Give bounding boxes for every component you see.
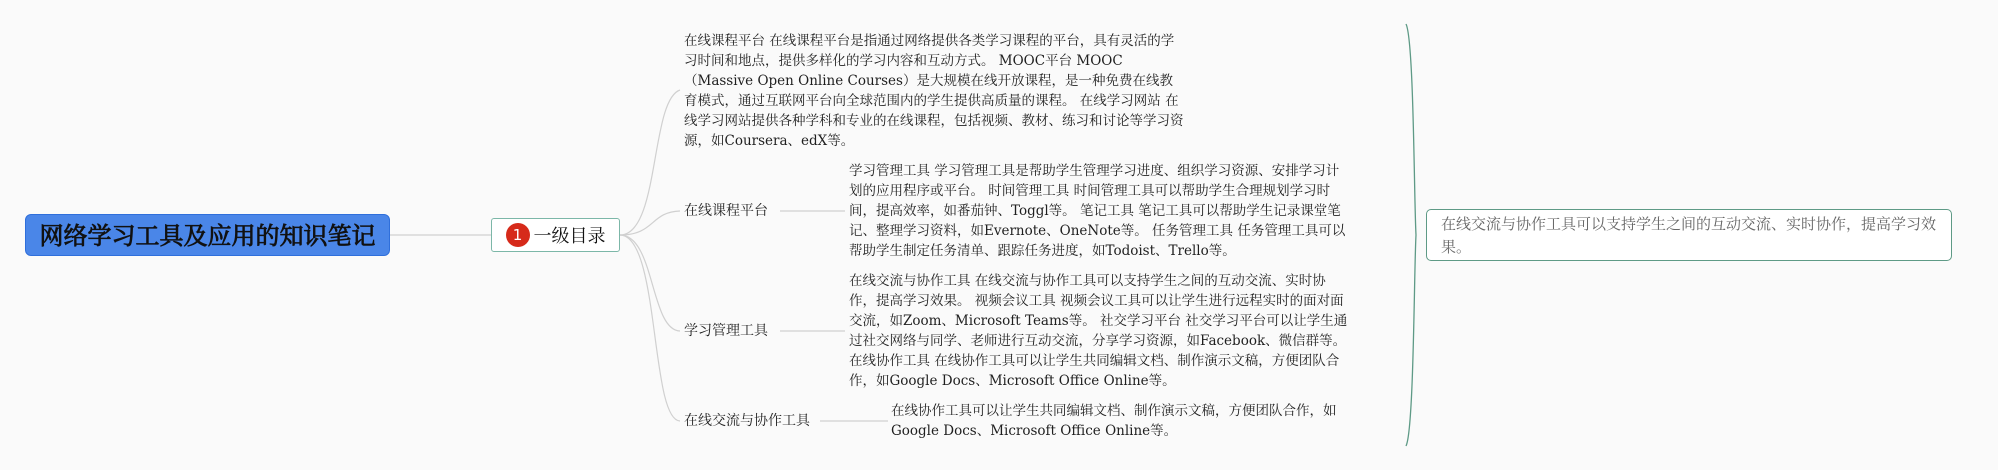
branch-text-1[interactable]: 学习管理工具 学习管理工具是帮助学生管理学习进度、组织学习资源、安排学习计划的应用程序或平台。 时间管理工具 时间管理工具可以帮助学生合理规划学习时间，提高效率，如番茄钟、Toggl等。 笔记工具 笔记工具可以帮助学生记录课堂笔记、整理学习资料，如Evernote、OneNote等。 任务管理工具 任务管理工具可以帮助学生制定任务清单、跟踪任务进度，如Todoist、Trello等。: [849, 163, 1346, 259]
priority-badge: 1: [506, 223, 530, 247]
link-level1-to-intro: [620, 90, 680, 235]
branch-text-3[interactable]: 在线协作工具可以让学生共同编辑文档、制作演示文稿，方便团队合作，如Google Docs、Microsoft Office Online等。: [891, 403, 1337, 439]
summary-text: 在线交流与协作工具可以支持学生之间的互动交流、实时协作，提高学习效果。: [1441, 215, 1937, 256]
level1-topic[interactable]: [491, 218, 620, 252]
summary-box[interactable]: [1426, 209, 1952, 261]
level1-label: 一级目录: [533, 226, 606, 247]
intro-paragraph[interactable]: 在线课程平台 在线课程平台是指通过网络提供各类学习课程的平台，具有灵活的学习时间和地点，提供多样化的学习内容和互动方式。 MOOC平台 MOOC（Massive Open Online Courses）是大规模在线开放课程，是一种免费在线教育模式，通过互联网平台向全球范围内的学生提供高质量的课程。 在线学习网站 在线学习网站提供各种学科和专业的在线课程，包括视频、教材、练习和讨论等学习资源，如Coursera、edX等。: [684, 33, 1184, 149]
root-topic[interactable]: [25, 214, 390, 256]
branch-text-2[interactable]: 在线交流与协作工具 在线交流与协作工具可以支持学生之间的互动交流、实时协作，提高学习效果。 视频会议工具 视频会议工具可以让学生进行远程实时的面对面交流，如Zoom、Microsoft Teams等。 社交学习平台 社交学习平台可以让学生通过社交网络与同学、老师进行互动交流，分享学习资源，如Facebook、微信群等。 在线协作工具 在线协作工具可以让学生共同编辑文档、制作演示文稿，方便团队合作，如Google Docs、Microsoft Office Online等。: [849, 273, 1348, 389]
branch-label-3[interactable]: 在线交流与协作工具: [684, 413, 810, 429]
root-title: 网络学习工具及应用的知识笔记: [39, 222, 376, 250]
branch-label-2[interactable]: 学习管理工具: [684, 323, 768, 339]
link-level1-to-branch-2: [620, 235, 680, 331]
link-level1-to-branch-1: [620, 211, 680, 235]
branch-label-1[interactable]: 在线课程平台: [684, 203, 768, 219]
summary-bracket: [1406, 24, 1416, 446]
